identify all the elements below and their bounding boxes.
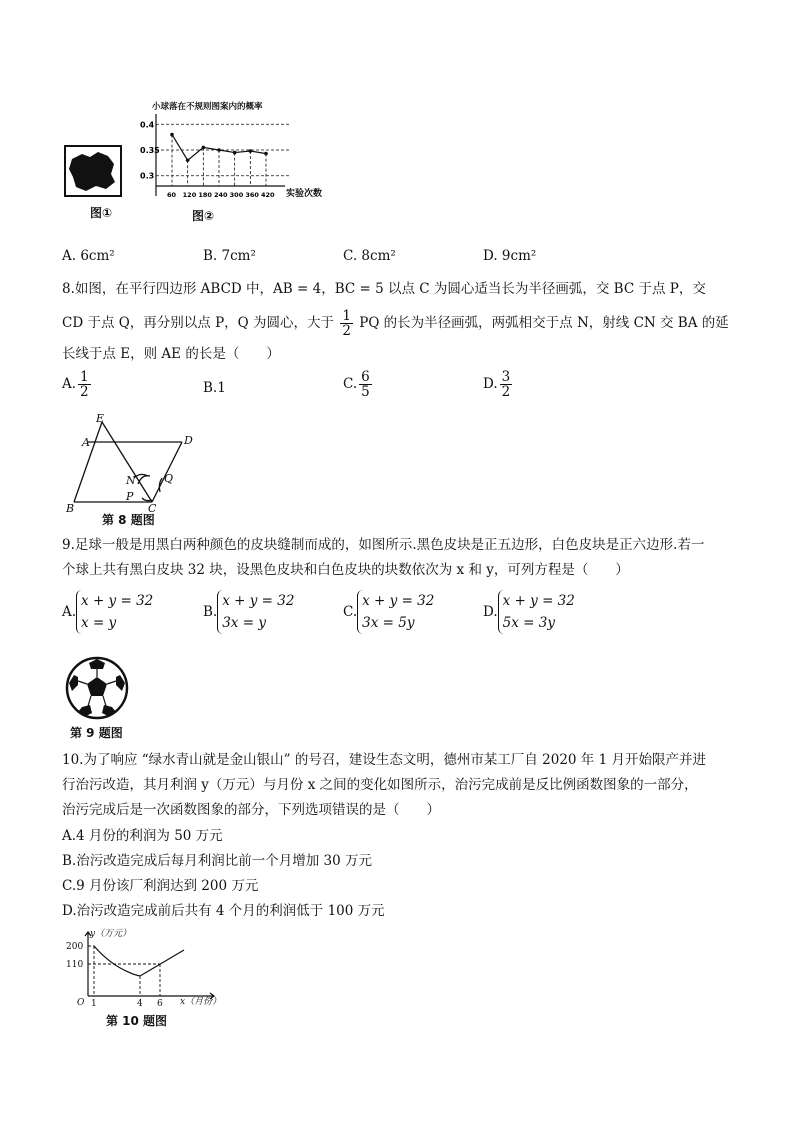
point-n-label: N <box>126 474 136 487</box>
q10-line-2: 行治污改造，其月利润 y（万元）与月份 x 之间的变化如图所示，治污完成前是反比例函数图象的一部分， <box>62 777 698 793</box>
chart-title: 小球落在不规则图案内的概率 <box>152 102 263 112</box>
graph-x4: 4 <box>137 999 143 1008</box>
q8-line-2 <box>62 303 729 343</box>
point-c-label: C <box>148 502 157 514</box>
graph-y200: 200 <box>66 942 84 952</box>
q8-option-d: D. $\frac{3}{2}$ <box>483 369 511 400</box>
q9-option-b: B.x + y = 32 3x = y <box>203 590 294 634</box>
x-tick-label: 60 <box>167 191 177 199</box>
q8-option-a: A. $\frac{1}{2}$ <box>62 369 89 400</box>
q8-line-2a: CD 于点 Q，再分别以点 P，Q 为圆心，大于 <box>62 315 335 331</box>
point-b-label: B <box>66 502 75 514</box>
x-tick-label: 420 <box>261 191 275 199</box>
graph-x6: 6 <box>157 999 163 1008</box>
point-p-label: P <box>126 490 134 503</box>
data-point <box>202 146 206 150</box>
q7-option-a: A. 6cm² <box>62 248 115 264</box>
data-point <box>170 133 174 137</box>
irregular-shape-figure <box>64 145 122 199</box>
x-tick-label: 360 <box>245 191 259 199</box>
point-d-label: D <box>184 434 193 447</box>
q9-line-1: 9.足球一般是用黑白两种颜色的皮块缝制而成的，如图所示.黑色皮块是正五边形，白色皮块是正六边形.若一 <box>62 537 705 553</box>
x-tick-label: 300 <box>229 191 244 199</box>
q10-line-1: 10.为了响应 “绿水青山就是金山银山” 的号召，建设生态文明，德州市某工厂自 2020 年 1 月开始限产并进 <box>62 752 706 768</box>
y-tick-label: 0.3 <box>140 171 155 181</box>
q7-option-c: C. 8cm² <box>343 248 396 264</box>
q9-caption: 第 9 题图 <box>70 726 123 740</box>
profit-graph-figure <box>64 926 234 1008</box>
graph-ylabel: y（万元） <box>90 929 132 939</box>
q10-option-c: C.9 月份该厂利润达到 200 万元 <box>62 878 259 894</box>
parallelogram-figure <box>62 414 202 514</box>
y-tick-label: 0.35 <box>140 146 160 155</box>
x-tick-label: 120 <box>182 191 197 199</box>
q10-line-3: 治污完成后是一次函数图象的部分，下列选项错误的是（ ） <box>62 802 440 818</box>
y-tick-label: 0.4 <box>140 120 155 130</box>
q8-line-1: 8.如图，在平行四边形 ABCD 中，AB = 4，BC = 5 以点 C 为圆心适当长为半径画弧，交 BC 于点 P，交 <box>62 281 706 297</box>
q9-option-a: A.x + y = 32 x = y <box>62 590 153 634</box>
graph-origin: O <box>77 998 85 1008</box>
q8-option-c: C. $\frac{6}{5}$ <box>343 369 370 400</box>
data-point <box>186 158 190 162</box>
graph-y110: 110 <box>66 960 84 970</box>
q8-line-2b: PQ 的长为半径画弧，两弧相交于点 N，射线 CN 交 BA 的延 <box>359 315 729 331</box>
point-e-label: E <box>96 414 105 425</box>
q7-option-b: B. 7cm² <box>203 248 256 264</box>
q10-option-a: A.4 月份的利润为 50 万元 <box>62 828 223 844</box>
data-point <box>233 151 237 155</box>
graph-xlabel: x（月份） <box>180 997 222 1007</box>
q9-line-2: 个球上共有黑白皮块 32 块，设黑色皮块和白色皮块的块数依次为 x 和 y，可列方程是（ ） <box>62 562 629 578</box>
probability-chart <box>140 100 300 210</box>
q8-fraction-half: $\frac{1}{2}$ <box>342 308 351 339</box>
q10-caption: 第 10 题图 <box>106 1014 168 1028</box>
q8-caption: 第 8 题图 <box>102 513 155 527</box>
q10-option-b: B.治污改造完成后每月利润比前一个月增加 30 万元 <box>62 853 372 869</box>
point-q-label: Q <box>164 472 174 485</box>
q8-option-b: B.1 <box>203 380 226 396</box>
point-a-label: A <box>82 436 90 449</box>
figure-2-caption: 图② <box>192 209 215 223</box>
q9-option-c: C.x + y = 32 3x = 5y <box>343 590 434 634</box>
data-point <box>264 152 268 156</box>
q7-option-d: D. 9cm² <box>483 248 537 264</box>
x-tick-label: 180 <box>198 191 212 199</box>
q8-line-3: 长线于点 E，则 AE 的长是（ ） <box>62 346 280 362</box>
data-point <box>217 148 221 152</box>
q9-option-d: D.x + y = 32 5x = 3y <box>483 590 575 634</box>
data-point <box>249 149 253 153</box>
q10-option-d: D.治污改造完成前后共有 4 个月的利润低于 100 万元 <box>62 903 385 919</box>
soccer-ball-figure <box>64 655 130 721</box>
x-tick-label: 240 <box>214 191 228 199</box>
graph-x1: 1 <box>91 999 97 1008</box>
chart-xlabel: 实验次数 <box>286 189 323 199</box>
figure-1-caption: 图① <box>90 206 113 220</box>
